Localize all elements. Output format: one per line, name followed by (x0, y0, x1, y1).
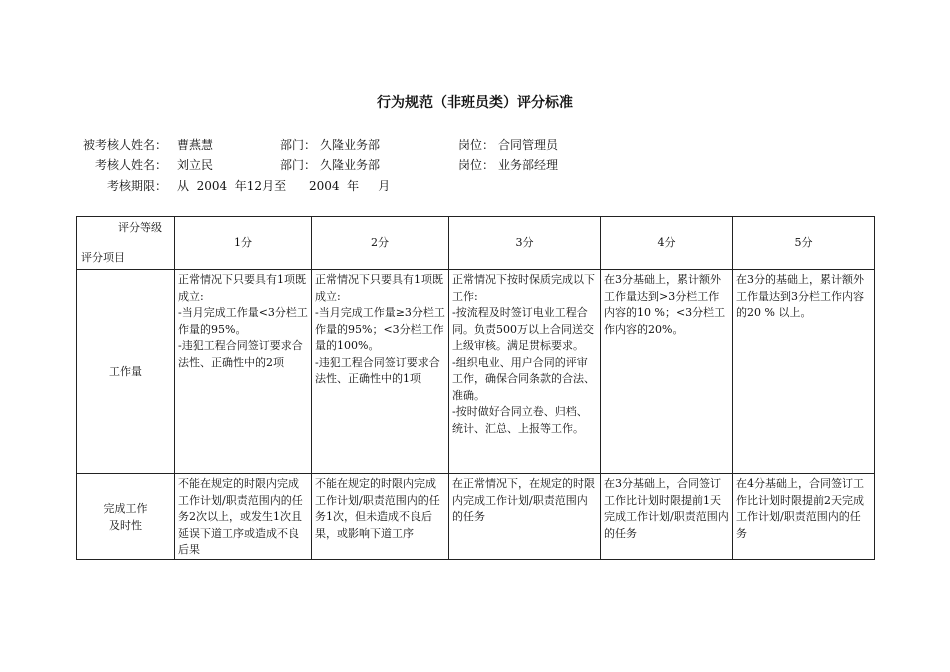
grade-header-3: 3分 (449, 217, 601, 270)
period-label: 考核期限： (107, 179, 168, 193)
dept-value-1: 久隆业务部 (320, 138, 381, 152)
cell-text: 正常情况下只要具有1项既成立: (315, 273, 443, 303)
cell-text: -组织电业、用户合同的评审工作，确保合同条款的合法、准确。 (452, 355, 595, 402)
grade-header-5: 5分 (733, 217, 875, 270)
cell-text: 正常情况下按时保质完成以下工作: (452, 273, 595, 303)
table-row-workload (77, 270, 875, 474)
item-workload: 工作量 (77, 270, 175, 474)
timeliness-grade-3 (449, 474, 601, 560)
corner-grade-label: 评分等级 (118, 221, 162, 234)
post-label-1: 岗位： (458, 138, 495, 152)
cell-text: -违犯工程合同签订要求合法性、正确性中的1项 (315, 355, 440, 385)
cell-text: -违犯工程合同签订要求合法性、正确性中的2项 (178, 339, 303, 369)
table-row-timeliness (77, 474, 875, 560)
workload-grade-5 (733, 270, 875, 474)
cell-text: 不能在规定的时限内完成工作计划/职责范围内的任务1次，但未造成不良后果，或影响下道工序 (315, 477, 440, 540)
grade-header-1: 1分 (175, 217, 312, 270)
cell-text: 正常情况下只要具有1项既成立: (178, 273, 306, 303)
dept-label-2: 部门： (280, 158, 317, 172)
timeliness-grade-5 (733, 474, 875, 560)
corner-item-label: 评分项目 (81, 250, 125, 264)
assessee-label: 被考核人姓名： (83, 138, 168, 152)
dept-value-2: 久隆业务部 (320, 158, 381, 172)
cell-text: -按流程及时签订电业工程合同。负责500万以上合同送交上级审核。满足贯标要求。 (452, 306, 594, 352)
cell-text: -按时做好合同立卷、归档、统计、汇总、上报等工作。 (452, 405, 588, 435)
grade-header-4: 4分 (601, 217, 733, 270)
corner-cell (77, 217, 175, 270)
cell-text: -当月完成工作量<3分栏工作量的95%。 (178, 306, 308, 336)
scoring-table (76, 216, 875, 560)
post-label-2: 岗位： (458, 158, 495, 172)
workload-grade-4 (601, 270, 733, 474)
post-value-2: 业务部经理 (498, 158, 559, 172)
post-value-1: 合同管理员 (498, 138, 559, 152)
cell-text: 在4分基础上，合同签订工作比计划时限提前2天完成工作计划/职责范围内的任务 (736, 477, 864, 540)
cell-text: 在正常情况下，在规定的时限内完成工作计划/职责范围内的任务 (452, 477, 595, 523)
cell-text: 在3分基础上，合同签订工作比计划时限提前1天完成工作计划/职责范围内的任务 (604, 477, 729, 540)
workload-grade-1 (175, 270, 312, 474)
grade-header-2: 2分 (312, 217, 449, 270)
timeliness-grade-4 (601, 474, 733, 560)
dept-label-1: 部门： (280, 138, 317, 152)
assessor-label: 考核人姓名： (95, 158, 168, 172)
item-timeliness-line2: 及时性 (109, 518, 142, 532)
page-title: 行为规范（非班员类）评分标准 (377, 95, 573, 111)
assessee-name: 曹燕慧 (177, 138, 214, 152)
item-timeliness (77, 474, 175, 560)
cell-text: 在3分基础上，累计额外工作量达到>3分栏工作内容的10 %；<3分栏工作内容的20%。 (604, 273, 726, 336)
timeliness-grade-2 (312, 474, 449, 560)
timeliness-grade-1 (175, 474, 312, 560)
workload-grade-3 (449, 270, 601, 474)
assessor-name: 刘立民 (177, 158, 214, 172)
item-timeliness-line1: 完成工作 (103, 502, 148, 515)
cell-text: -当月完成工作量≥3分栏工作量的95%；<3分栏工作量的100%。 (315, 306, 445, 352)
period-value: 从 2004 年12月至 2004 年 月 (177, 179, 391, 193)
cell-text: 不能在规定的时限内完成工作计划/职责范围内的任务2次以上，或发生1次且延误下道工序或造成不良后果 (178, 477, 303, 556)
header-row (77, 217, 875, 270)
workload-grade-2 (312, 270, 449, 474)
cell-text: 在3分的基础上，累计额外工作量达到3分栏工作内容的20 % 以上。 (736, 273, 864, 319)
